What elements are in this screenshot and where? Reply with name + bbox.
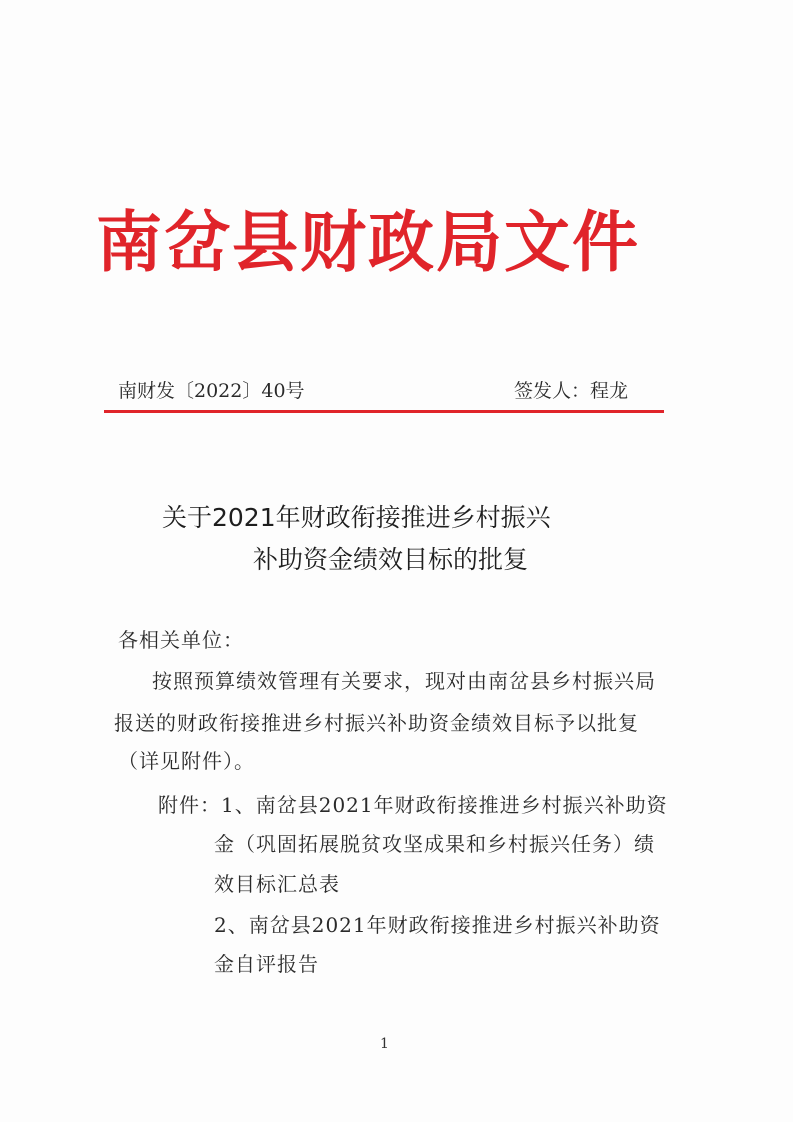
paragraph-line: 按照预算绩效管理有关要求，现对由南岔县乡村振兴局 [152, 669, 656, 693]
paragraph-line: （详见附件）。 [118, 749, 255, 773]
red-divider-line [104, 410, 664, 413]
page-number: 1 [380, 1036, 389, 1052]
attachment-line: 2、南岔县2021年财政衔接推进乡村振兴补助资 [214, 913, 661, 937]
attachment-line: 附件：1、南岔县2021年财政衔接推进乡村振兴补助资 [158, 793, 668, 817]
paragraph-line: 报送的财政衔接推进乡村振兴补助资金绩效目标予以批复 [114, 711, 639, 735]
signer: 签发人：程龙 [514, 380, 629, 402]
attachment-line: 金自评报告 [214, 952, 319, 976]
attachment-line: 金（巩固拓展脱贫攻坚成果和乡村振兴任务）绩 [214, 832, 655, 856]
document-title-line-2: 补助资金绩效目标的批复 [253, 545, 529, 574]
issuing-authority-title: 南岔县财政局文件 [96, 203, 640, 281]
document-title-line-1: 关于2021年财政衔接推进乡村振兴 [162, 503, 551, 532]
attachment-line: 效目标汇总表 [214, 872, 340, 896]
document-number: 南财发〔2022〕40号 [118, 380, 305, 402]
salutation: 各相关单位： [118, 628, 244, 652]
